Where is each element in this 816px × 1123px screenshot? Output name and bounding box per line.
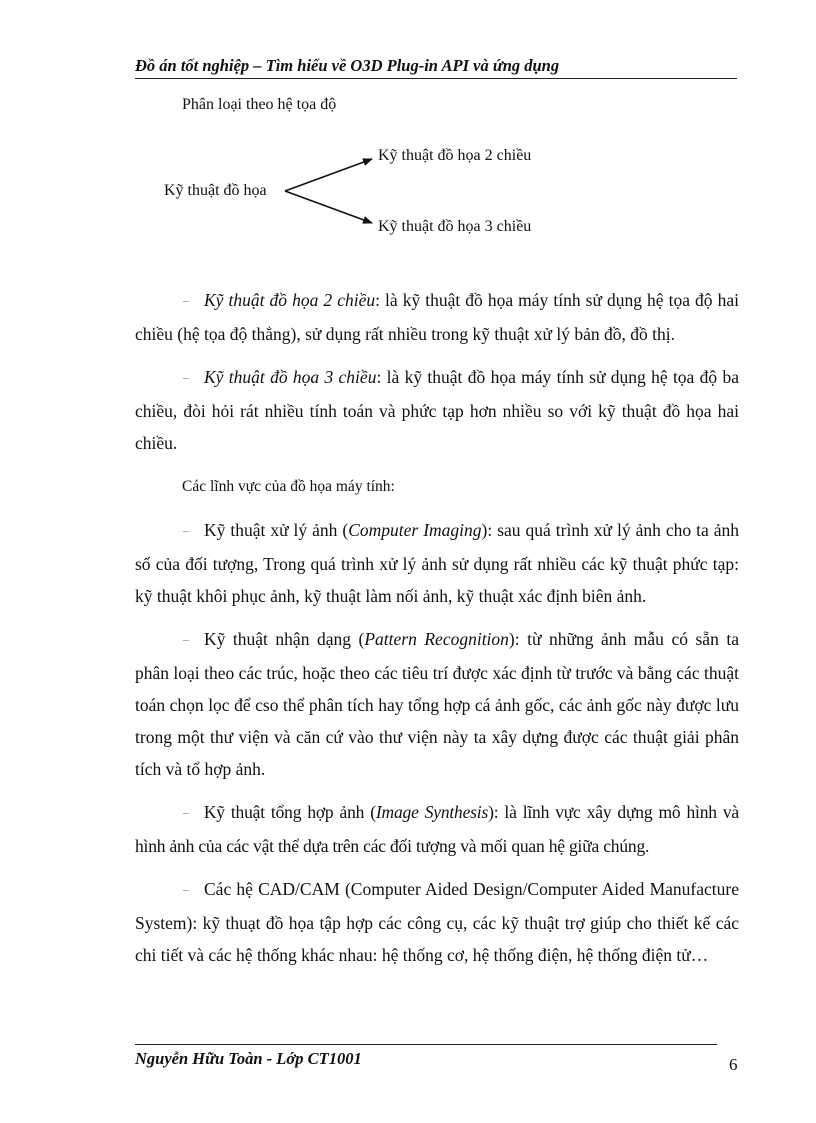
synthesis-term: Image Synthesis bbox=[375, 802, 489, 822]
paragraph-image-synthesis bbox=[135, 796, 739, 862]
bullet-dash-icon: – bbox=[183, 882, 189, 896]
definition-2d: : là kỹ thuật đồ họa máy tính sử dụng hệ tọa độ hai chiều (hệ tọa độ thẳng), sử dụng rất nhiều trong kỹ thuật xử lý bản đồ, đồ thị. bbox=[135, 290, 739, 344]
imaging-term: Computer Imaging bbox=[348, 520, 482, 540]
recognition-post: ): từ những ảnh mẫu có sẵn ta phân loại theo các trúc, hoặc theo các tiêu trí được xác định từ trước và bằng các thuật toán chọn lọc để cso thể phân tích hay tổng hợp cá ảnh gốc, các ảnh gốc này được lưu trong một thư viện và căn cứ vào thư viện này ta xây dựng được các thuật giải phân tích và tổ hợp ảnh. bbox=[135, 629, 739, 779]
term-2d: Kỹ thuật đồ họa 2 chiều bbox=[204, 290, 376, 310]
synthesis-post: ): là lĩnh vực xây dựng mô hình và hình ảnh của các vật thể dựa trên các đối tượng và mối quan hệ giữa chúng. bbox=[135, 802, 739, 856]
recognition-pre: Kỹ thuật nhận dạng ( bbox=[204, 629, 365, 649]
diagram-branch-3d: Kỹ thuật đồ họa 3 chiều bbox=[378, 218, 532, 235]
paragraph-computer-imaging bbox=[135, 514, 739, 612]
bullet-dash-icon: – bbox=[183, 523, 189, 537]
term-3d: Kỹ thuật đồ họa 3 chiều bbox=[204, 367, 377, 387]
arrow-to-3d bbox=[285, 191, 372, 223]
paragraph-pattern-recognition bbox=[135, 623, 739, 785]
fields-caption: Các lĩnh vực của đồ họa máy tính: bbox=[182, 478, 395, 495]
cadcam-text: Các hệ CAD/CAM (Computer Aided Design/Computer Aided Manufacture System): kỹ thuạt đồ họa tập hợp các công cụ, các kỹ thuật trợ giúp cho thiết kế các chi tiết và các hệ thống khác nhau: hệ thống cơ, hệ thống điện, hệ thống điện tử… bbox=[135, 879, 739, 965]
bullet-dash-icon: – bbox=[183, 632, 189, 646]
synthesis-pre: Kỹ thuật tổng hợp ảnh ( bbox=[203, 802, 376, 822]
page-number: 6 bbox=[729, 1055, 738, 1074]
diagram-caption: Phân loại theo hệ tọa độ bbox=[182, 96, 337, 113]
imaging-post: ): sau quá trình xử lý ảnh cho ta ảnh số của đối tượng, Trong quá trình xử lý ảnh sử dụng rất nhiều các kỹ thuật phức tạp: kỹ thuật khôi phục ảnh, kỹ thuật làm nối ảnh, kỹ thuật xác định biên ảnh. bbox=[135, 520, 739, 606]
paragraph-2d-graphics bbox=[135, 284, 739, 350]
body-content bbox=[135, 284, 739, 971]
paragraph-cad-cam bbox=[135, 873, 739, 971]
footer-divider bbox=[135, 1044, 717, 1045]
bullet-dash-icon: – bbox=[183, 805, 189, 819]
imaging-pre: Kỹ thuật xử lý ảnh ( bbox=[204, 520, 349, 540]
diagram-root-node: Kỹ thuật đồ họa bbox=[164, 182, 267, 199]
page-header-title: Đồ án tốt nghiệp – Tìm hiểu về O3D Plug-in API và ứng dụng bbox=[135, 56, 737, 79]
paragraph-3d-graphics bbox=[135, 361, 739, 459]
definition-3d: : là kỹ thuật đồ họa máy tính sử dụng hệ tọa độ ba chiều, đòi hỏi rát nhiều tính toán và phức tạp hơn nhiều so với kỹ thuật đồ họa hai chiều. bbox=[135, 367, 739, 453]
footer-author: Nguyễn Hữu Toàn - Lớp CT1001 bbox=[135, 1049, 362, 1068]
bullet-dash-icon: – bbox=[183, 293, 189, 307]
bullet-dash-icon: – bbox=[183, 370, 189, 384]
recognition-term: Pattern Recognition bbox=[364, 629, 509, 649]
arrow-to-2d bbox=[285, 159, 372, 191]
diagram-branch-2d: Kỹ thuật đồ họa 2 chiều bbox=[378, 147, 532, 164]
